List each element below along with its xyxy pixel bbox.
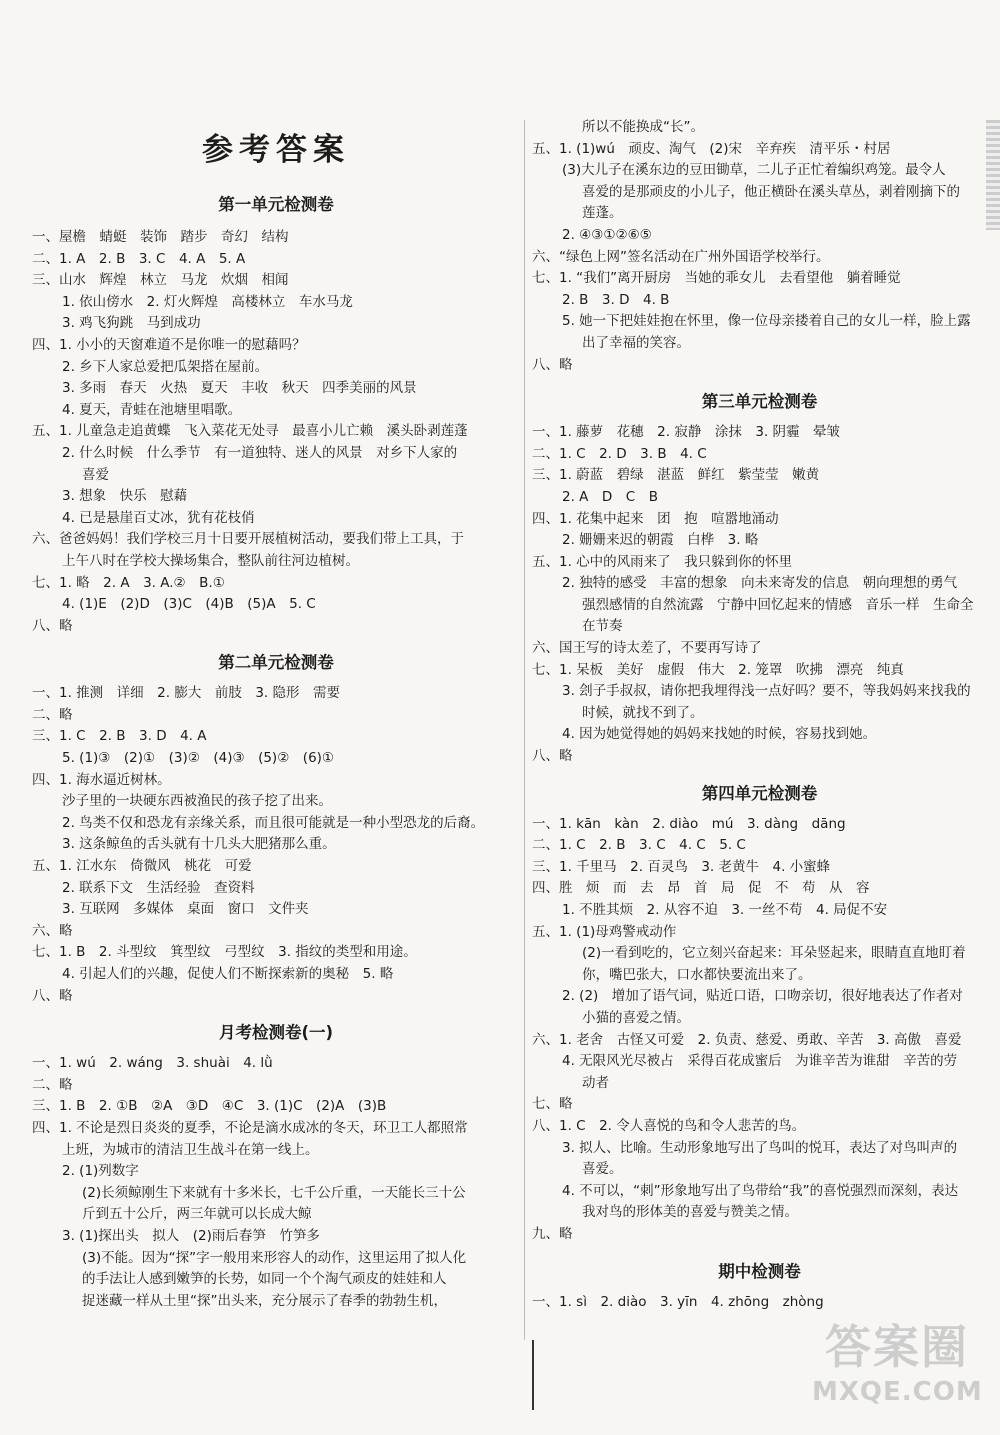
answer-line: 我对鸟的形体美的喜爱与赞美之情。	[582, 1204, 798, 1221]
answer-line: 沙子里的一块硬东西被渔民的孩子挖了出来。	[62, 793, 332, 810]
watermark-logo-text: 答案圈	[825, 1320, 969, 1374]
answer-line: 时候，就找不到了。	[582, 704, 704, 721]
answer-block-monthly-test-1	[32, 1053, 520, 1312]
answer-line: 2. A D C B	[562, 488, 658, 505]
answer-block-continued	[532, 117, 987, 376]
answer-line: 四、1. 不论是烈日炎炎的夏季，不论是滴水成冰的冬天，环卫工人都照常	[32, 1119, 468, 1136]
answer-line: 4. 不可以，“刺”形象地写出了鸟带给“我”的喜悦强烈而深刻，表达	[562, 1182, 959, 1199]
answer-line: 七、1. 略 2. A 3. A.② B.①	[32, 574, 225, 591]
answer-line: 的手法让人感到嫩笋的长势，如同一个个淘气顽皮的娃娃和人	[82, 1271, 447, 1288]
answer-line: 一、1. 藤萝 花穗 2. 寂静 涂抹 3. 阴霾 晕皱	[532, 424, 841, 441]
answer-line: 3. 互联网 多媒体 桌面 窗口 文件夹	[62, 901, 309, 918]
answer-line: 3. 刽子手叔叔，请你把我埋得浅一点好吗？要不，等我妈妈来找我的	[562, 683, 971, 700]
answer-line: 你，嘴巴张大，口水都快要流出来了。	[582, 966, 812, 983]
binding-line	[532, 1340, 534, 1410]
page-title: 参考答案	[202, 132, 350, 168]
answer-line: 喜爱的是那顽皮的小儿子，他正横卧在溪头草丛，剥着刚摘下的	[582, 183, 960, 200]
answer-line: 六、“绿色上网”签名活动在广州外国语学校举行。	[532, 248, 830, 265]
answer-line: 四、1. 海水逼近树林。	[32, 771, 171, 788]
answer-line: 出了幸福的笑容。	[582, 334, 690, 351]
answer-line: 1. 不胜其烦 2. 从容不迫 3. 一丝不苟 4. 局促不安	[562, 902, 888, 918]
answer-line: 3. 这条鲸鱼的舌头就有十几头大肥猪那么重。	[62, 836, 336, 853]
answer-line: 五、1. 儿童急走追黄蝶 飞入菜花无处寻 最喜小儿亡赖 溪头卧剥莲蓬	[32, 423, 468, 440]
answer-line: 动者	[582, 1074, 609, 1091]
answer-line: 八、略	[32, 987, 73, 1004]
answer-line: 捉迷藏一样从土里“探”出头来，充分展示了春季的勃勃生机，	[82, 1292, 447, 1309]
answer-line: 4. 因为她觉得她的妈妈来找她的时候，容易找到她。	[562, 726, 877, 743]
watermark-url-text: MXQE.COM	[812, 1377, 983, 1407]
answer-line: 所以不能换成“长”。	[582, 119, 704, 135]
answer-block-unit1	[32, 227, 520, 637]
answer-line: 在节奏	[582, 618, 623, 635]
answer-line: 八、略	[532, 356, 573, 373]
answer-line: 3. 多雨 春天 火热 夏天 丰收 秋天 四季美丽的风景	[62, 380, 417, 397]
answer-line: (3)不能。因为“探”字一般用来形容人的动作，这里运用了拟人化	[82, 1249, 467, 1266]
section-title-monthly-test-1: 月考检测卷(一)	[218, 1023, 334, 1043]
answer-line: 一、1. wú 2. wáng 3. shuài 4. lǜ	[32, 1055, 273, 1072]
answer-line: 上午八时在学校大操场集合，整队前往河边植树。	[62, 552, 359, 569]
answer-line: 一、屋檐 蜻蜓 装饰 踏步 奇幻 结构	[32, 229, 289, 245]
answer-line: 九、略	[532, 1225, 573, 1242]
answer-line: (2)一看到吃的，它立刻兴奋起来：耳朵竖起来，眼睛直直地盯着	[582, 945, 966, 962]
answer-line: 4. 引起人们的兴趣，促使人们不断探索新的奥秘 5. 略	[62, 966, 394, 982]
answer-line: 3. (1)探出头 拟人 (2)雨后春笋 竹笋多	[62, 1227, 320, 1244]
answer-line: 四、胜 烦 而 去 昂 首 局 促 不 苟 从 容	[532, 880, 870, 897]
answer-line: 一、1. sì 2. diào 3. yīn 4. zhōng zhòng	[532, 1293, 824, 1310]
answer-line: 小猫的喜爱之情。	[582, 1009, 690, 1026]
page-edge-strip	[986, 120, 1000, 230]
answer-line: 五、1. 江水东 倚微风 桃花 可爱	[32, 858, 252, 875]
answer-block-unit4	[532, 814, 987, 1246]
answer-line: 2. ④③①②⑥⑤	[562, 226, 652, 243]
answer-line: (2)长须鲸刚生下来就有十多米长，七千公斤重，一天能长三十公	[82, 1184, 466, 1201]
answer-line: 三、山水 辉煌 林立 马龙 炊烟 相闻	[32, 272, 289, 289]
answer-line: 二、1. A 2. B 3. C 4. A 5. A	[32, 250, 246, 267]
answer-line: 四、1. 花集中起来 团 抱 喧嚣地涌动	[532, 510, 779, 527]
answer-line: 2. 乡下人家总爱把瓜架搭在屋前。	[62, 358, 269, 375]
answer-line: 2. 联系下文 生活经验 查资料	[62, 879, 255, 896]
section-title-unit3: 第三单元检测卷	[701, 392, 818, 412]
answer-line: 强烈感情的自然流露 宁静中回忆起来的情感 音乐一样 生命全	[582, 596, 974, 613]
answer-line: 2. 姗姗来迟的朝霞 白桦 3. 略	[562, 532, 759, 549]
answer-line: 2. 独特的感受 丰富的想象 向未来寄发的信息 朝向理想的勇气	[562, 575, 958, 592]
answer-line: 斤到五十公斤，两三年就可以长成大鲸	[82, 1206, 312, 1223]
answer-line: 二、略	[32, 1076, 73, 1093]
answer-line: 六、1. 老舍 古怪又可爱 2. 负责、慈爱、勇敢、辛苦 3. 高傲 喜爱	[532, 1031, 962, 1048]
answer-line: 上班，为城市的清洁卫生战斗在第一线上。	[62, 1141, 319, 1158]
answer-line: 七、1. 呆板 美好 虚假 伟大 2. 笼罩 吹拂 漂亮 纯真	[532, 661, 904, 678]
answer-line: 4. (1)E (2)D (3)C (4)B (5)A 5. C	[62, 596, 316, 613]
left-column	[32, 0, 520, 1312]
answer-line: 七、1. B 2. 斗型纹 箕型纹 弓型纹 3. 指纹的类型和用途。	[32, 944, 417, 961]
answer-line: 二、略	[32, 706, 73, 723]
answer-line: 1. 依山傍水 2. 灯火辉煌 高楼林立 车水马龙	[62, 293, 353, 310]
answer-line: 三、1. 蔚蓝 碧绿 湛蓝 鲜红 紫莹莹 嫩黄	[532, 467, 820, 484]
answer-line: 4. 无限风光尽被占 采得百花成蜜后 为谁辛苦为谁甜 辛苦的劳	[562, 1053, 958, 1070]
answer-line: 五、1. 心中的风雨来了 我只躲到你的怀里	[532, 553, 793, 570]
right-column	[532, 117, 987, 1313]
answer-line: 喜爱	[82, 466, 109, 483]
answer-line: 3. 鸡飞狗跳 马到成功	[62, 315, 201, 332]
answer-block-unit3	[532, 422, 987, 768]
answer-line: 5. 她一下把娃娃抱在怀里，像一位母亲搂着自己的女儿一样，脸上露	[562, 313, 971, 330]
answer-line: 三、1. 千里马 2. 百灵鸟 3. 老黄牛 4. 小蜜蜂	[532, 858, 831, 875]
section-title-unit4: 第四单元检测卷	[701, 783, 818, 803]
answer-line: 4. 已是悬崖百丈冰，犹有花枝俏	[62, 509, 255, 526]
answer-line: 三、1. B 2. ①B ②A ③D ④C 3. (1)C (2)A (3)B	[32, 1098, 387, 1115]
answer-line: 5. (1)③ (2)① (3)② (4)③ (5)② (6)①	[62, 750, 335, 767]
answer-line: (3)大儿子在溪东边的豆田锄草，二儿子正忙着编织鸡笼。最令人	[562, 162, 946, 179]
answer-line: 一、1. 推测 详细 2. 膨大 前肢 3. 隐形 需要	[32, 685, 341, 702]
answer-line: 2. (2) 增加了语气词，贴近口语，口吻亲切，很好地表达了作者对	[562, 988, 963, 1005]
answer-line: 八、略	[532, 748, 573, 765]
section-title-unit2: 第二单元检测卷	[218, 653, 334, 673]
answer-line: 六、爸爸妈妈！我们学校三月十日要开展植树活动，要我们带上工具，于	[32, 531, 464, 548]
answer-line: 喜爱。	[582, 1161, 623, 1178]
answer-block-midterm	[532, 1292, 987, 1314]
answer-line: 2. B 3. D 4. B	[562, 291, 670, 308]
answer-line: 五、1. (1)母鸡警戒动作	[532, 923, 677, 940]
answer-line: 八、略	[32, 617, 73, 634]
answer-line: 七、略	[532, 1096, 573, 1113]
watermark-logo	[812, 1317, 982, 1427]
answer-line: 六、略	[32, 922, 73, 939]
answer-line: 五、1. (1)wú 顽皮、淘气 (2)宋 辛弃疾 清平乐・村居	[532, 140, 891, 157]
answer-line: 七、1. “我们”离开厨房 当她的乖女儿 去看望他 躺着睡觉	[532, 270, 901, 287]
answer-line: 3. 想象 快乐 慰藉	[62, 488, 188, 505]
answer-line: 莲蓬。	[582, 205, 623, 222]
answer-line: 2. 鸟类不仅和恐龙有亲缘关系，而且很可能就是一种小型恐龙的后裔。	[62, 814, 485, 831]
answer-line: 4. 夏天，青蛙在池塘里唱歌。	[62, 401, 242, 418]
answer-line: 2. (1)列数字	[62, 1163, 139, 1180]
section-title-midterm: 期中检测卷	[718, 1261, 801, 1281]
answer-line: 二、1. C 2. D 3. B 4. C	[532, 445, 707, 462]
section-title-unit1: 第一单元检测卷	[218, 195, 334, 214]
answer-line: 四、1. 小小的天窗难道不是你唯一的慰藉吗？	[32, 336, 306, 353]
answer-line: 二、1. C 2. B 3. C 4. C 5. C	[532, 837, 746, 854]
answer-line: 2. 什么时候 什么季节 有一道独特、迷人的风景 对乡下人家的	[62, 444, 458, 461]
answer-line: 八、1. C 2. 令人喜悦的鸟和令人悲苦的鸟。	[532, 1117, 806, 1134]
answer-line: 三、1. C 2. B 3. D 4. A	[32, 728, 207, 745]
column-divider	[524, 120, 525, 1340]
answer-line: 一、1. kān kàn 2. diào mú 3. dàng dāng	[532, 815, 846, 832]
answer-line: 3. 拟人、比喻。生动形象地写出了鸟叫的悦耳，表达了对鸟叫声的	[562, 1139, 958, 1156]
answer-line: 六、国王写的诗太差了，不要再写诗了	[532, 640, 762, 657]
answer-block-unit2	[32, 683, 520, 1007]
